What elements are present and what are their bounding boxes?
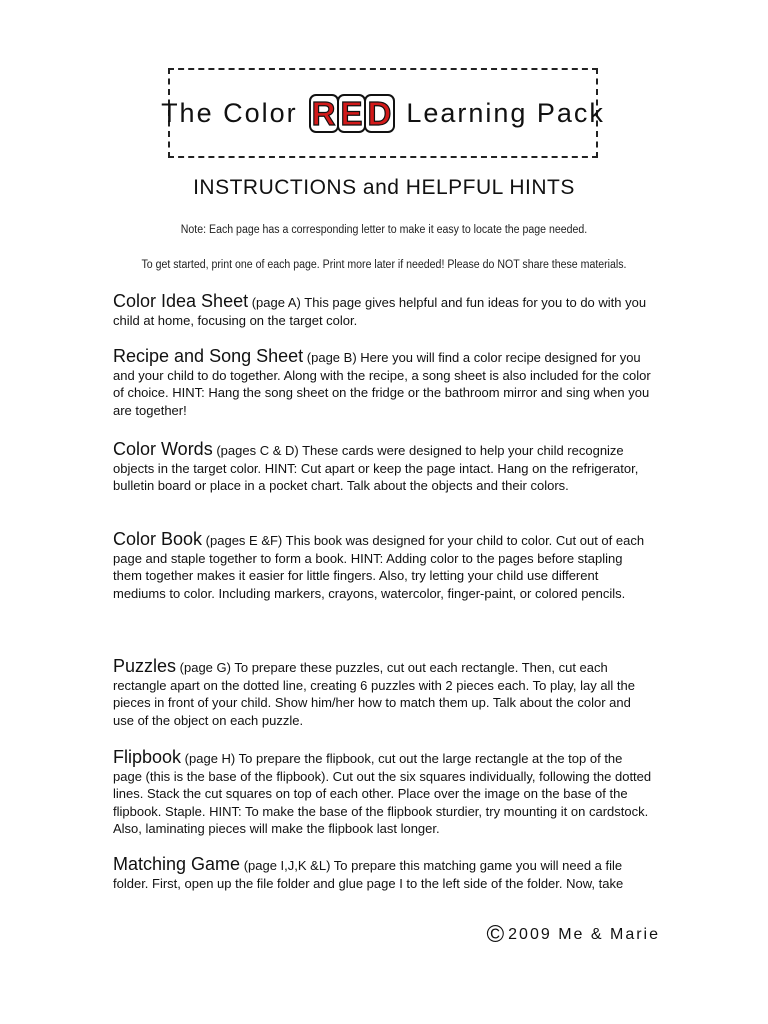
section-recipe-and-song-sheet — [113, 348, 653, 419]
copyright-icon: © — [486, 921, 507, 948]
title-frame — [161, 68, 605, 158]
section-body: These cards were designed to help your child recognize objects in the target color. HINT: Cut apart or keep the page intact. Hang on the refrigerator, bulletin board or place in a pocket chart. Talk about the objects and their colors. — [113, 443, 639, 493]
section-title: Color Words — [113, 439, 213, 459]
section-title: Color Idea Sheet — [113, 291, 249, 311]
section-page-ref: (page A) — [251, 295, 301, 310]
section-page-ref: (page B) — [306, 350, 357, 365]
red-highlight-word — [310, 94, 395, 133]
page-title — [161, 94, 605, 133]
section-body: This book was designed for your child to color. Cut out of each page and staple together to form a book. HINT: Adding color to the pages before stapling them together makes it easier for little fingers. Also, try letting your child use different mediums to color. Including markers, crayons, watercolor, finger-paint, or colored pencils. — [113, 533, 645, 601]
section-color-idea-sheet — [113, 293, 653, 329]
page-letter-note: Note: Each page has a corresponding letter to make it easy to locate the page needed. — [180, 224, 588, 236]
section-color-book — [113, 531, 653, 602]
section-color-words — [113, 441, 653, 495]
section-page-ref: (pages C & D) — [216, 443, 299, 458]
section-title: Puzzles — [113, 656, 177, 676]
section-body: To prepare this matching game you will need a file folder. First, open up the file folder and glue page I to the left side of the folder. Now, take — [113, 858, 624, 891]
copyright-text: 2009 Me & Marie — [508, 926, 660, 943]
title-prefix: The Color — [161, 97, 298, 128]
section-body: This page gives helpful and fun ideas for you to do with you child at home, focusing on the target color. — [113, 295, 647, 328]
section-title: Color Book — [113, 529, 203, 549]
title-suffix: Learning Pack — [406, 97, 605, 128]
section-page-ref: (page G) — [179, 660, 231, 675]
section-title: Recipe and Song Sheet — [113, 346, 304, 366]
section-matching-game — [113, 856, 653, 892]
section-body: Here you will find a color recipe designed for you and your child to do together. Along with the recipe, a song sheet is also included for the color of choice. HINT: Hang the song sheet on the fridge or the bathroom mirror and sing when you are together! — [113, 350, 651, 418]
section-title: Flipbook — [113, 747, 182, 767]
section-puzzles — [113, 658, 653, 729]
red-letter-e: E — [337, 94, 366, 133]
section-page-ref: (page H) — [184, 751, 236, 766]
instructions-heading: INSTRUCTIONS and HELPFUL HINTS — [193, 176, 575, 199]
section-body: To prepare these puzzles, cut out each rectangle. Then, cut each rectangle apart on the dotted line, creating 6 puzzles with 2 pieces each. To play, lay all the pieces in front of your child. Show him/her how to match them up. Talk about the color and use of the object on each puzzle. — [113, 660, 636, 728]
section-page-ref: (page I,J,K &L) — [243, 858, 331, 873]
print-note: To get started, print one of each page. Print more later if needed! Please do NOT share these materials. — [141, 259, 627, 271]
section-title: Matching Game — [113, 854, 241, 874]
section-body: To prepare the flipbook, cut out the large rectangle at the top of the page (this is the base of the flipbook). Cut out the six squares individually, following the dotted lines. Stack the cut squares on top of each other. Place over the image on the base of the flipbook. Staple. HINT: To make the base of the flipbook sturdier, try mounting it on cardstock. Also, laminating pieces will make the flipbook last longer. — [113, 751, 652, 836]
copyright-notice — [486, 921, 660, 949]
red-letter-r: R — [309, 94, 340, 133]
section-page-ref: (pages E &F) — [205, 533, 283, 548]
red-letter-d: D — [364, 94, 395, 133]
section-flipbook — [113, 749, 653, 838]
